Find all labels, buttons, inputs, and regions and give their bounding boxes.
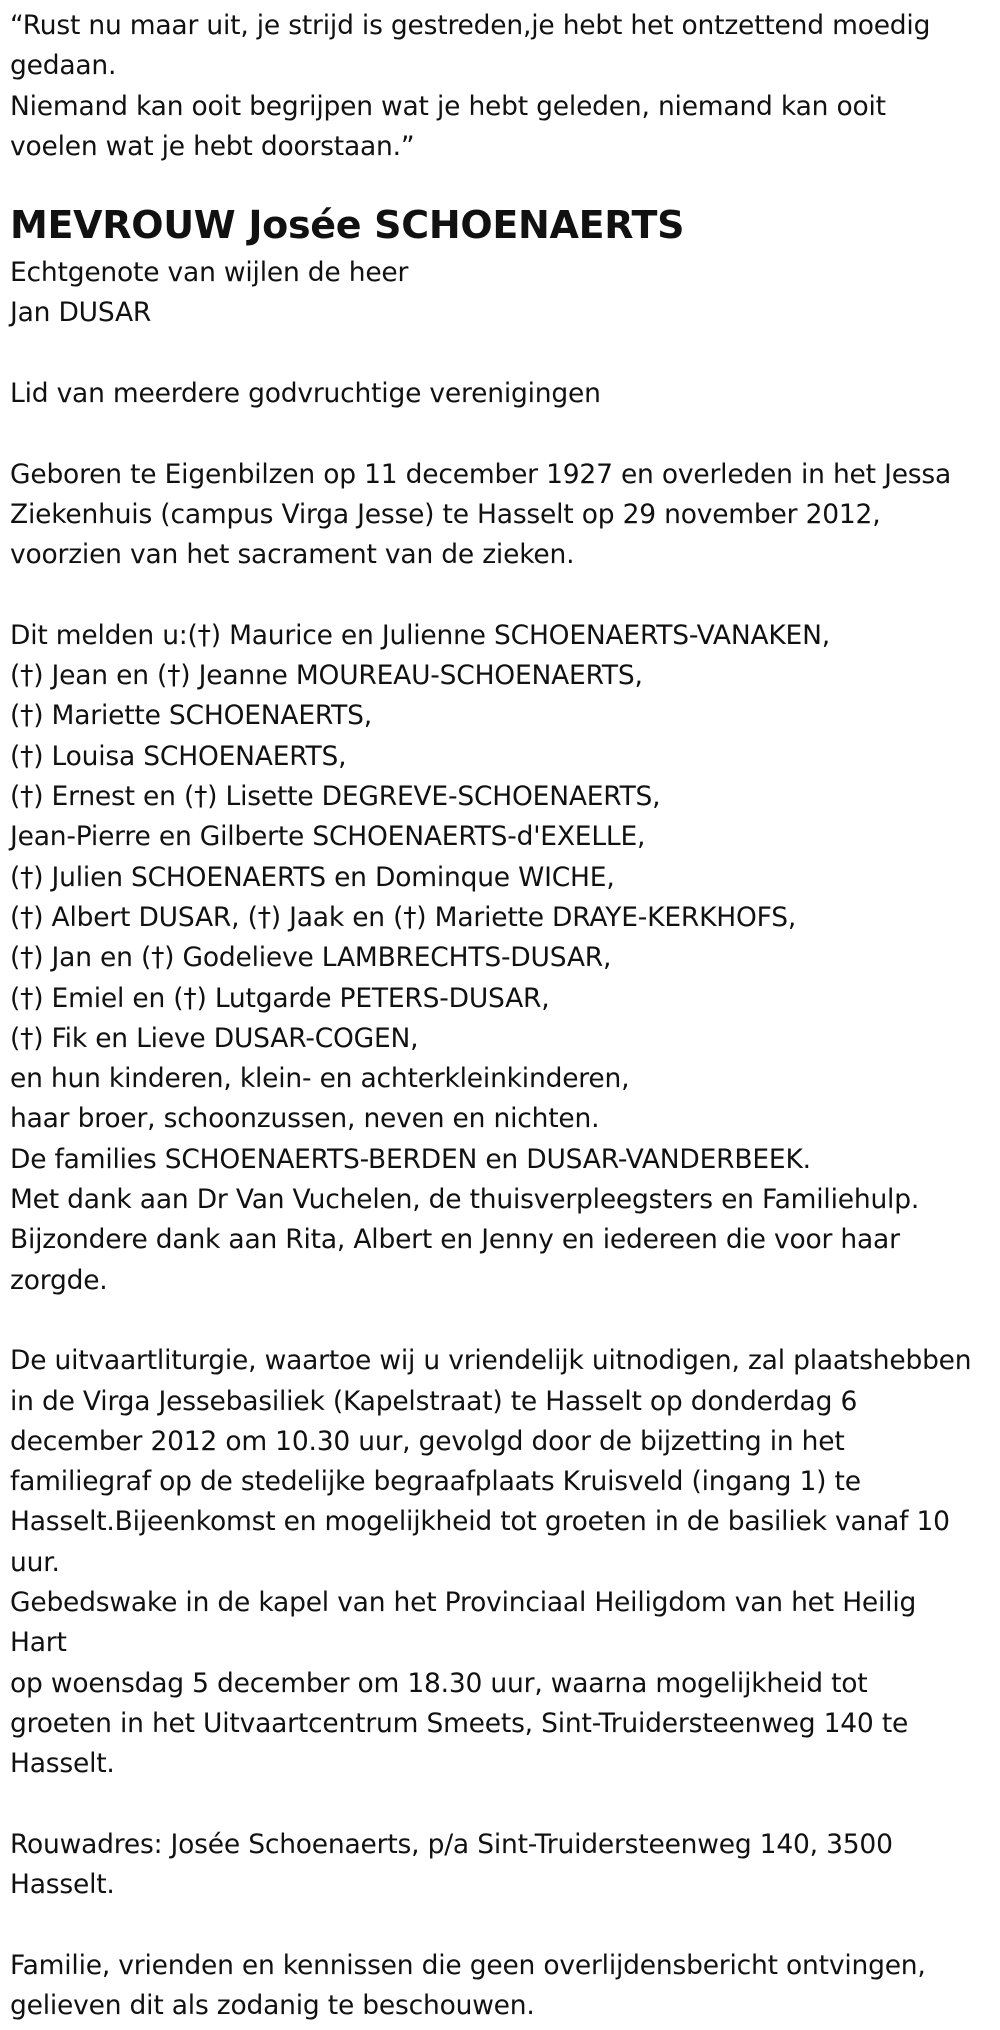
birth-death-line: Geboren te Eigenbilzen op 11 december 1927 en overleden in het Jessa [10,458,952,490]
funeral-line: groeten in het Uitvaartcentrum Smeets, Sint-Truidersteenweg 140 te [10,1707,909,1739]
quote-line: Niemand kan ooit begrijpen wat je hebt geleden, niemand kan ooit [10,90,886,122]
family-line: (†) Jan en (†) Godelieve LAMBRECHTS-DUSAR, [10,942,612,974]
family-line: haar broer, schoonzussen, neven en nichten. [10,1103,600,1135]
birth-death-line: voorzien van het sacrament van de zieken. [10,539,575,571]
funeral-line: uur. [10,1546,60,1578]
family-line: (†) Jean en (†) Jeanne MOUREAU-SCHOENAERTS, [10,660,643,692]
spouse-line: Echtgenote van wijlen de heer [10,257,409,289]
family-line: De families SCHOENAERTS-BERDEN en DUSAR-VANDERBEEK. [10,1143,811,1175]
closing-line: Familie, vrienden en kennissen die geen overlijdensbericht ontvingen, [10,1949,926,1981]
funeral-line: in de Virga Jessebasiliek (Kapelstraat) te Hasselt op donderdag 6 [10,1385,858,1417]
spouse-line: Jan DUSAR [10,297,152,329]
spacer [10,1784,995,1824]
closing-section [10,1946,995,2027]
family-section [10,616,995,1301]
opening-quote [10,6,995,167]
family-line: (†) Mariette SCHOENAERTS, [10,700,372,732]
funeral-section [10,1341,995,1784]
funeral-line: Hasselt. [10,1748,115,1780]
spouse-section [10,253,995,334]
address-line: Hasselt. [10,1869,115,1901]
spacer [10,1905,995,1945]
membership-line: Lid van meerdere godvruchtige verenigingen [10,378,601,410]
spacer [10,1301,995,1341]
family-line: (†) Albert DUSAR, (†) Jaak en (†) Mariette DRAYE-KERKHOFS, [10,901,797,933]
funeral-line: Hart [10,1627,67,1659]
funeral-line: december 2012 om 10.30 uur, gevolgd door de bijzetting in het [10,1425,845,1457]
spacer [10,576,995,616]
spacer [10,334,995,374]
quote-line: voelen wat je hebt doorstaan.” [10,130,415,162]
funeral-line: Hasselt.Bijeenkomst en mogelijkheid tot groeten in de basiliek vanaf 10 [10,1506,950,1538]
death-notice [10,0,995,2026]
spacer [10,414,995,454]
family-line: Met dank aan Dr Van Vuchelen, de thuisverpleegsters en Familiehulp. [10,1184,920,1216]
family-line: (†) Ernest en (†) Lisette DEGREVE-SCHOENAERTS, [10,781,661,813]
family-line: Dit melden u:(†) Maurice en Julienne SCHOENAERTS-VANAKEN, [10,619,830,651]
deceased-name-title: MEVROUW Josée SCHOENAERTS [10,203,685,248]
family-line: zorgde. [10,1264,108,1296]
birth-death-line: Ziekenhuis (campus Virga Jesse) te Hasselt op 29 november 2012, [10,498,881,530]
funeral-line: familiegraf op de stedelijke begraafplaats Kruisveld (ingang 1) te [10,1466,861,1498]
funeral-line: Gebedswake in de kapel van het Provinciaal Heiligdom van het Heilig [10,1586,917,1618]
family-line: (†) Julien SCHOENAERTS en Dominque WICHE, [10,861,615,893]
birth-death-section [10,455,995,576]
funeral-line: De uitvaartliturgie, waartoe wij u vriendelijk uitnodigen, zal plaatshebben [10,1345,972,1377]
family-line: Bijzondere dank aan Rita, Albert en Jenny en iedereen die voor haar [10,1224,900,1256]
closing-line: gelieven dit als zodanig te beschouwen. [10,1989,535,2021]
address-line: Rouwadres: Josée Schoenaerts, p/a Sint-Truidersteenweg 140, 3500 [10,1828,893,1860]
quote-line: gedaan. [10,50,117,82]
family-line: Jean-Pierre en Gilberte SCHOENAERTS-d'EXELLE, [10,821,646,853]
family-line: (†) Emiel en (†) Lutgarde PETERS-DUSAR, [10,982,550,1014]
address-section [10,1825,995,1906]
family-line: (†) Louisa SCHOENAERTS, [10,740,347,772]
funeral-line: op woensdag 5 december om 18.30 uur, waarna mogelijkheid tot [10,1667,868,1699]
quote-line: “Rust nu maar uit, je strijd is gestreden,je hebt het ontzettend moedig [10,10,931,41]
family-line: (†) Fik en Lieve DUSAR-COGEN, [10,1022,419,1054]
family-line: en hun kinderen, klein- en achterkleinkinderen, [10,1063,630,1095]
